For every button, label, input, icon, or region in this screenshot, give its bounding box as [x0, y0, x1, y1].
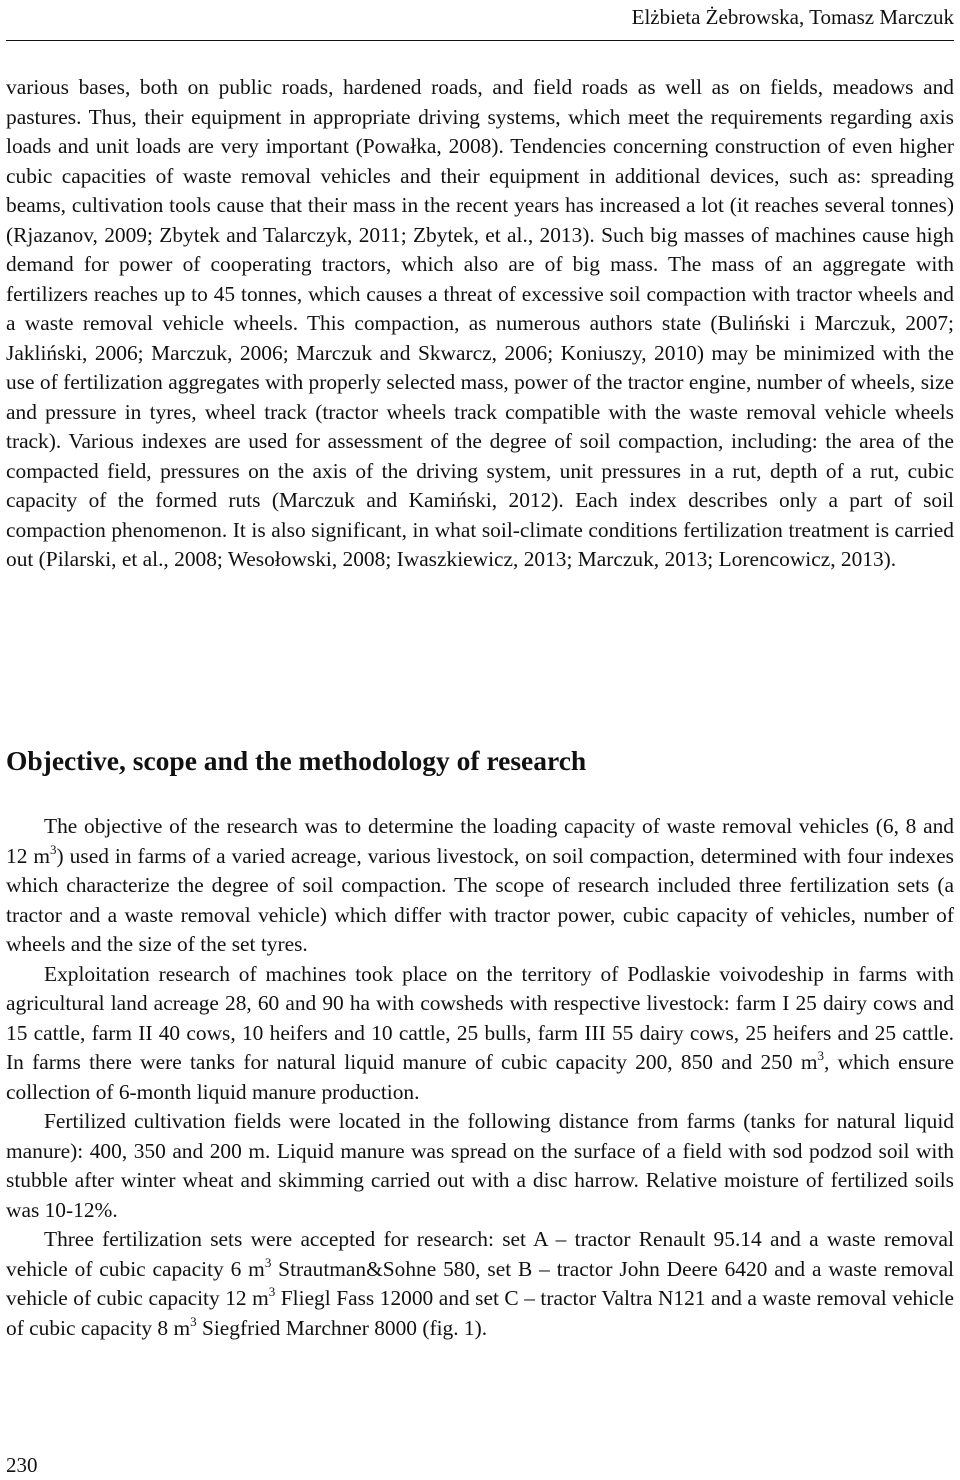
fields-paragraph: Fertilized cultivation fields were located in the following distance from farms (tanks for natural liquid manure): 400, 350 and 200 m. Liquid manure was spread on the surface of a field with sod podzod soil with stubble after winter wheat and skimming carried out with a disc harrow. Relative moisture of fertilized soils was 10-12%. — [6, 1109, 954, 1222]
intro-paragraph: various bases, both on public roads, hardened roads, and field roads as well as on fields, meadows and pastures. Thus, their equipment in appropriate driving systems, which meet the requirements regarding axis loads and unit loads are very important (Powałka, 2008). Tendencies concerning construction of even higher cubic capacities of waste removal vehicles and their equipment in additional devices, such as: spreading beams, cultivation tools cause that their mass in the recent years has increased a lot (it reaches several tonnes) (Rjazanov, 2009; Zbytek and Talarczyk, 2011; Zbytek, et al., 2013). Such big masses of machines cause high demand for power of cooperating tractors, which also are of big mass. The mass of an aggregate with fertilizers reaches up to 45 tonnes, which causes a threat of excessive soil compaction with tractor wheels and a waste removal vehicle wheels. This compaction, as numerous authors state (Buliński i Marczuk, 2007; Jakliński, 2006; Marczuk, 2006; Marczuk and Skwarcz, 2006; Koniuszy, 2010) may be minimized with the use of fertilization aggregates with properly selected mass, power of the tractor engine, number of wheels, size and pressure in tyres, wheel track (tractor wheels track compatible with the waste removal vehicle wheels track). Various indexes are used for assessment of the degree of soil compaction, including: the area of the compacted field, pressures on the axis of the driving system, unit pressures in a rut, depth of a rut, cubic capacity of the formed ruts (Marczuk and Kamiński, 2012). Each index describes only a part of soil compaction phenomenon. It is also significant, in what soil-climate conditions fertilization treatment is carried out (Pilarski, et al., 2008; Wesołowski, 2008; Iwaszkiewicz, 2013; Marczuk, 2013; Lorencowicz, 2013). — [6, 75, 954, 571]
page-number: 230 — [6, 1453, 38, 1477]
running-header-authors: Elżbieta Żebrowska, Tomasz Marczuk — [631, 5, 954, 29]
intro-text-block — [6, 73, 954, 575]
exploitation-paragraph: Exploitation research of machines took place on the territory of Podlaskie voivodeship in farms with agricultural land acreage 28, 60 and 90 ha with cowsheds with respective livestock: farm I 25 dairy cows and 15 cattle, farm II 40 cows, 10 heifers and 10 cattle, 25 bulls, farm III 55 dairy cows, 25 heifers and 25 cattle. In farms there were tanks for natural liquid manure of cubic capacity 200, 850 and 250 $m^3$, which ensure collection of 6-month liquid manure production. — [6, 961, 954, 1104]
superscript-cubic: 3 — [50, 841, 57, 857]
superscript-cubic: 3 — [268, 1284, 276, 1299]
section-text-block — [6, 812, 954, 1343]
sets-paragraph: Three fertilization sets were accepted for research: set A – tractor Renault 95.14 and a waste removal vehicle of cubic capacity 6 $m^3$ Strautman&Sohne 580, set B – tractor John Deere 6420 and a waste removal vehicle of cubic capacity 12 $m^3$ Fliegl Fass 12000 and set C – tractor Valtra N121 and a waste removal vehicle of cubic capacity 8 $m^3$ Siegfried Marchner 8000 (fig. 1). — [6, 1227, 955, 1340]
section-heading: Objective, scope and the methodology of research — [6, 745, 587, 776]
objective-paragraph: The objective of the research was to determine the loading capacity of waste removal vehicles (6, 8 and 12 $m^3$) used in farms of a varied acreage, various livestock, on soil compaction, determined with four indexes which characterize the degree of soil compaction. The scope of research included three fertilization sets (a tractor and a waste removal vehicle) which differ with tractor power, cubic capacity of vehicles, number of wheels and the size of the set tyres. — [6, 814, 954, 956]
superscript-cubic: 3 — [190, 1313, 197, 1329]
superscript-cubic: 3 — [817, 1048, 824, 1063]
header-rule — [6, 40, 954, 41]
superscript-cubic: 3 — [264, 1254, 272, 1270]
